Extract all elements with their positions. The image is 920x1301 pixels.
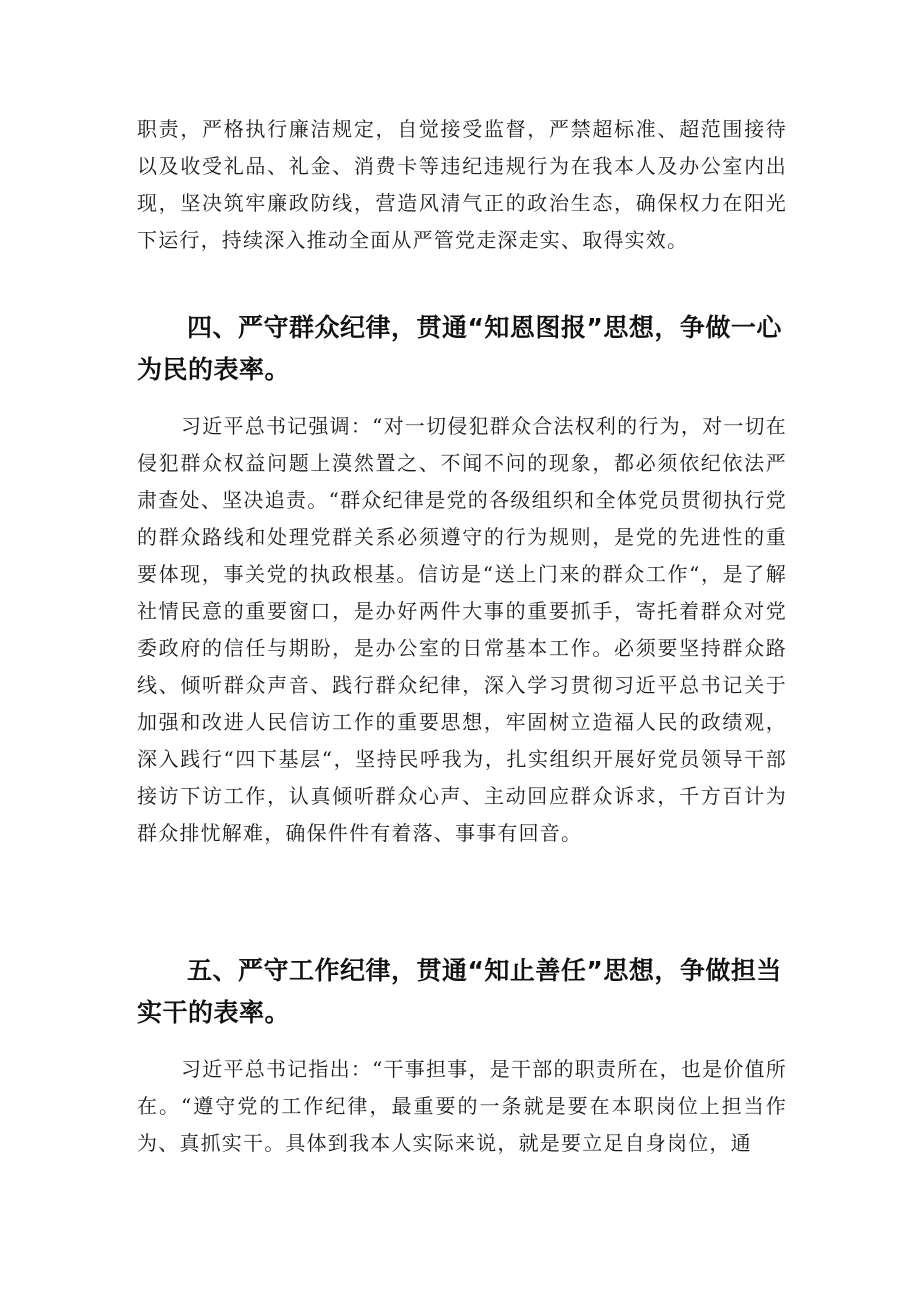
paragraph-work-discipline: 习近平总书记指出：“干事担事，是干部的职责所在，也是价值所在。“遵守党的工作纪律，最重要的一条就是要在本职岗位上担当作为、真抓实干。具体到我本人实际来说，就是要立足自身岗位，通	[137, 1057, 787, 1155]
section-heading-five: 五、严守工作纪律，贯通“知止善任”思想，争做担当实干的表率。	[137, 956, 782, 1027]
section-heading-four: 四、严守群众纪律，贯通“知恩图报”思想，争做一心为民的表率。	[137, 313, 782, 384]
paragraph-mass-discipline: 习近平总书记强调：“对一切侵犯群众合法权利的行为，对一切在侵犯群众权益问题上漠然置之、不闻不问的现象，都必须依纪依法严肃查处、坚决追责。“群众纪律是党的各级组织和全体党员贯彻执行党的群众路线和处理党群关系必须遵守的行为规则，是党的先进性的重要体现，事关党的执政根基。信访是“送上门来的群众工作“，是了解社情民意的重要窗口，是办好两件大事的重要抓手，寄托着群众对党委政府的信任与期盼，是办公室的日常基本工作。必须要坚持群众路线、倾听群众声音、践行群众纪律，深入学习贯彻习近平总书记关于加强和改进人民信访工作的重要思想，牢固树立造福人民的政绩观，深入践行“四下基层“，坚持民呼我为，扎实组织开展好党员领导干部接访下访工作，认真倾听群众心声、主动回应群众诉求，千方百计为群众排忧解难，确保件件有着落、事事有回音。	[137, 414, 787, 845]
paragraph-discipline-duties: 职责，严格执行廉洁规定，自觉接受监督，严禁超标准、超范围接待以及收受礼品、礼金、消费卡等违纪违规行为在我本人及办公室内出现，坚决筑牢廉政防线，营造风清气正的政治生态，确保权力在阳光下运行，持续深入推动全面从严管党走深走实、取得实效。	[137, 117, 787, 252]
